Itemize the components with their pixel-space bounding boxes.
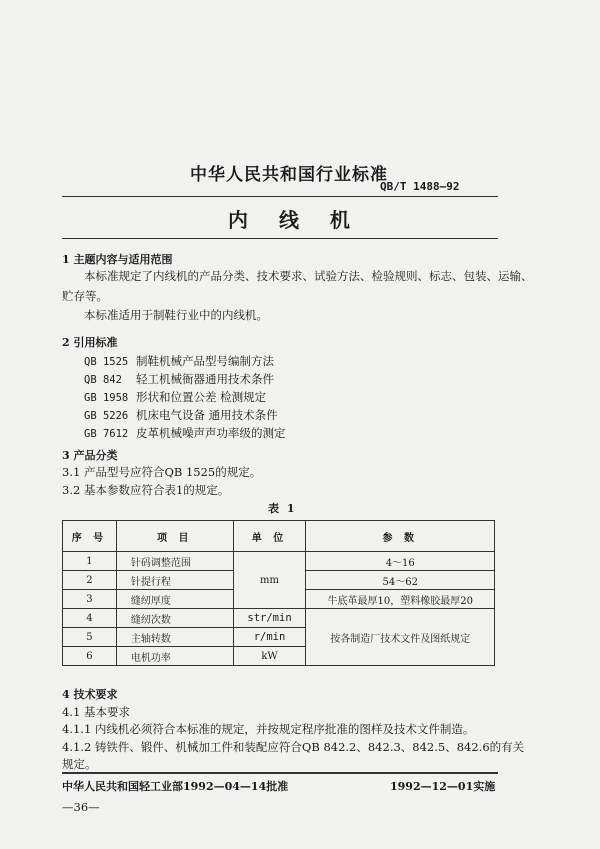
reference-item: QB 842 轻工机械衙器通用技术条件 <box>84 372 274 386</box>
table-header-row <box>63 521 495 552</box>
footer-rule <box>62 772 498 774</box>
row-item: 缝纫次数 <box>116 609 233 628</box>
parameter-table <box>62 520 495 666</box>
section4-item412-cont: 规定。 <box>62 757 97 771</box>
section3-item1: 3.1 产品型号应符合QB 1525的规定。 <box>62 465 262 479</box>
row-number: 2 <box>63 571 117 590</box>
param-cell: 4～16 <box>306 552 495 571</box>
section4-item412: 4.1.2 铸铁件、锻件、机械加工件和装配应符合QB 842.2、842.3、842.5、842.6的有关 <box>62 740 525 754</box>
row-item: 缝纫厚度 <box>116 590 233 609</box>
column-header: 单 位 <box>233 521 306 552</box>
implementation-date: 1992—12—01实施 <box>390 780 496 793</box>
row-number: 4 <box>63 609 117 628</box>
section1-para1: 本标准规定了内线机的产品分类、技术要求、试验方法、检验规则、标志、包装、运输、 <box>84 269 533 283</box>
column-header: 参 数 <box>306 521 495 552</box>
section4-heading: 4 技术要求 <box>62 688 118 701</box>
section1-para1-cont: 贮存等。 <box>62 289 108 303</box>
section4-item411: 4.1.1 内线机必须符合本标准的规定，并按规定程序批准的图样及技术文件制造。 <box>62 722 475 736</box>
row-number: 3 <box>63 590 117 609</box>
row-item: 主轴转数 <box>116 628 233 647</box>
unit-cell: r/min <box>233 628 306 647</box>
unit-cell: kW <box>233 647 306 666</box>
reference-item: QB 1525 制鞋机械产品型号编制方法 <box>84 354 274 368</box>
section4-sub1: 4.1 基本要求 <box>62 705 130 719</box>
section1-heading: 1 主题内容与适用范围 <box>62 253 173 266</box>
unit-cell: str/min <box>233 609 306 628</box>
table-row <box>63 552 495 571</box>
row-item: 针提行程 <box>116 571 233 590</box>
approval-date: 中华人民共和国轻工业部1992—04—14批准 <box>62 780 289 793</box>
column-header: 项 目 <box>116 521 233 552</box>
row-item: 针码调整范围 <box>116 552 233 571</box>
column-header: 序 号 <box>63 521 117 552</box>
section3-item2: 3.2 基本参数应符合表1的规定。 <box>62 483 230 497</box>
header-rule-bottom <box>62 238 498 239</box>
unit-cell: mm <box>233 552 306 609</box>
param-cell: 按各制造厂技术文件及图纸规定 <box>306 609 495 666</box>
row-number: 5 <box>63 628 117 647</box>
section1-para2: 本标准适用于制鞋行业中的内线机。 <box>84 308 268 322</box>
table-caption: 表 1 <box>268 502 297 515</box>
param-cell: 54～62 <box>306 571 495 590</box>
reference-item: GB 7612 皮革机械噪声声功率级的测定 <box>84 426 286 440</box>
section2-heading: 2 引用标准 <box>62 336 118 349</box>
reference-item: GB 5226 机床电气设备 通用技术条件 <box>84 408 278 422</box>
page-number: —36— <box>62 800 100 814</box>
reference-item: GB 1958 形状和位置公差 检测规定 <box>84 390 267 404</box>
row-item: 电机功率 <box>116 647 233 666</box>
row-number: 6 <box>63 647 117 666</box>
header-rule-top <box>62 196 498 197</box>
row-number: 1 <box>63 552 117 571</box>
industry-standard-title: 中华人民共和国行业标准 <box>190 165 388 185</box>
table-row <box>63 609 495 628</box>
param-cell: 牛底革最厚10，塑料橡胶最厚20 <box>306 590 495 609</box>
section3-heading: 3 产品分类 <box>62 449 118 462</box>
standard-code: QB/T 1488—92 <box>380 180 460 193</box>
document-title: 内 线 机 <box>228 208 362 232</box>
